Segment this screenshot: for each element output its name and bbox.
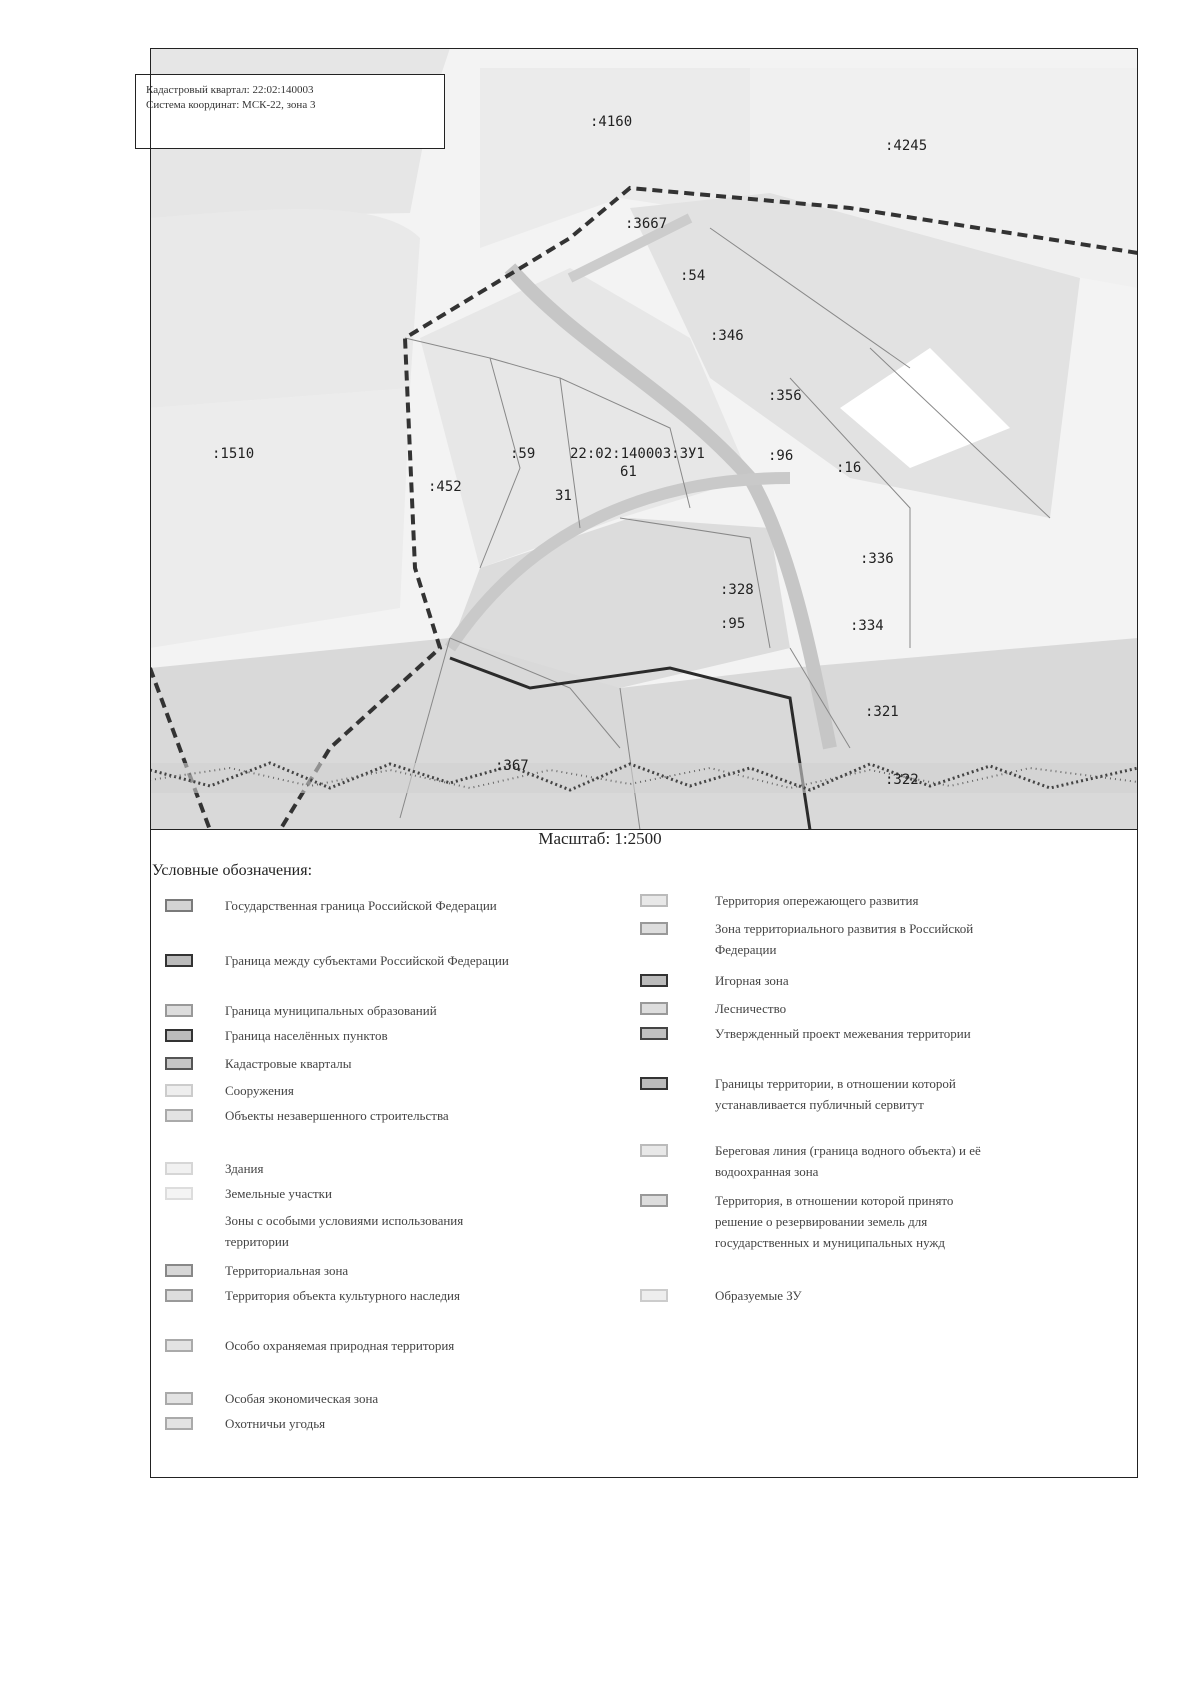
legend-left-label-12: Особо охраняемая природная территория [225, 1338, 455, 1353]
legend-left-label-0: Государственная граница Российской Федерации [225, 898, 497, 913]
label-356: :356 [768, 388, 802, 404]
label-31: 31 [555, 488, 572, 504]
label-1510: :1510 [212, 446, 255, 462]
label-328: :328 [720, 582, 754, 598]
legend-left-symbol-10 [165, 1264, 193, 1277]
label-367: :367 [495, 758, 529, 774]
legend-left-symbol-0 [165, 899, 193, 912]
legend-left-symbol-6 [165, 1109, 193, 1122]
label-parcel-zu1[interactable]: 22:02:140003:ЗУ1 [570, 446, 705, 462]
label-346: :346 [710, 328, 744, 344]
legend-left-label-2: Граница муниципальных образований [225, 1003, 437, 1018]
legend-left-label-1: Граница между субъектами Российской Федерации [225, 953, 509, 968]
legend-left-symbol-5 [165, 1084, 193, 1097]
label-96: :96 [768, 448, 794, 464]
legend-left-symbol-13 [165, 1392, 193, 1405]
legend-right-symbol-8 [640, 1289, 668, 1302]
legend-left-symbol-3 [165, 1029, 193, 1042]
legend-right-symbol-3 [640, 1002, 668, 1015]
label-334: :334 [850, 618, 884, 634]
label-452: :452 [428, 479, 462, 495]
label-59: :59 [510, 446, 536, 462]
legend-left-label-4: Кадастровые кварталы [225, 1056, 352, 1071]
legend-right-label-0: Территория опережающего развития [715, 893, 919, 908]
label-16: :16 [836, 460, 862, 476]
label-54: :54 [680, 268, 706, 284]
legend-left-symbol-2 [165, 1004, 193, 1017]
legend-right-symbol-4 [640, 1027, 668, 1040]
legend-left-symbol-4 [165, 1057, 193, 1070]
legend-right-symbol-7 [640, 1194, 668, 1207]
legend-left-label-8: Земельные участки [225, 1186, 332, 1201]
legend-title: Условные обозначения: [152, 862, 313, 879]
legend-left-symbol-12 [165, 1339, 193, 1352]
legend-right-symbol-1 [640, 922, 668, 935]
legend-right-symbol-5 [640, 1077, 668, 1090]
legend-left-symbol-7 [165, 1162, 193, 1175]
legend-right-label-6: Береговая линия (граница водного объекта) и её водоохранная зона [715, 1143, 981, 1179]
legend-right-label-1: Зона территориального развития в Российской Федерации [715, 921, 974, 957]
label-322: :322 [885, 772, 919, 788]
legend-left-label-11: Территория объекта культурного наследия [225, 1288, 460, 1303]
legend-left-label-14: Охотничьи угодья [225, 1416, 326, 1431]
label-321: :321 [865, 704, 899, 720]
legend-left-label-5: Сооружения [225, 1083, 294, 1098]
map-scale: Масштаб: 1:2500 [538, 829, 662, 848]
legend-left-label-10: Территориальная зона [225, 1263, 349, 1278]
label-4160: :4160 [590, 114, 633, 130]
legend-left-label-3: Граница населённых пунктов [225, 1028, 388, 1043]
label-4245: :4245 [885, 138, 928, 154]
legend-right-label-4: Утвержденный проект межевания территории [715, 1026, 971, 1041]
legend-left-label-6: Объекты незавершенного строительства [225, 1108, 449, 1123]
label-3667: :3667 [625, 216, 668, 232]
label-336: :336 [860, 551, 894, 567]
legend-left-symbol-8 [165, 1187, 193, 1200]
legend-right-label-2: Игорная зона [715, 973, 789, 988]
legend-left-symbol-14 [165, 1417, 193, 1430]
legend-right-symbol-6 [640, 1144, 668, 1157]
legend-right-symbol-0 [640, 894, 668, 907]
legend-right-symbol-2 [640, 974, 668, 987]
legend-left-label-9: Зоны с особыми условиями использования территории [225, 1213, 464, 1249]
legend-left-label-13: Особая экономическая зона [225, 1391, 379, 1406]
legend-left-symbol-9 [165, 1214, 193, 1227]
legend-right-label-5: Границы территории, в отношении которой устанавливается публичный сервитут [715, 1076, 956, 1112]
label-61: 61 [620, 464, 637, 480]
label-95: :95 [720, 616, 746, 632]
legend-left-symbol-11 [165, 1289, 193, 1302]
legend-right-label-3: Лесничество [715, 1001, 787, 1016]
legend-right-label-8: Образуемые ЗУ [715, 1288, 802, 1303]
legend-left-label-7: Здания [225, 1161, 264, 1176]
legend-left-symbol-1 [165, 954, 193, 967]
info-cadastral-block: Кадастровый квартал: 22:02:140003 [146, 84, 314, 96]
info-coordinate-system: Система координат: МСК-22, зона 3 [146, 99, 316, 111]
legend-right-label-7: Территория, в отношении которой принято решение о резервировании земель для государственных и муниципальных нужд [715, 1193, 954, 1250]
